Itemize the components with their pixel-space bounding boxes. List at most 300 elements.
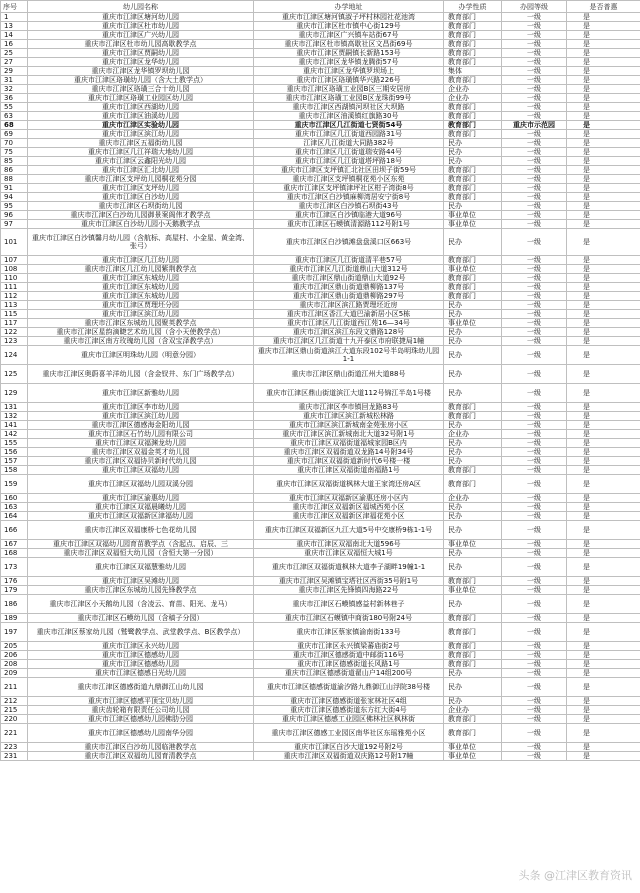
- cell-address[interactable]: 重庆市江津区支坪镇桐花苑小区东苑: [254, 175, 444, 184]
- table-row[interactable]: [1, 85, 640, 94]
- cell-name[interactable]: 重庆市江津区双福协贝新时代幼儿园: [28, 457, 254, 466]
- cell-inclusive[interactable]: 是: [567, 623, 640, 642]
- cell-inclusive[interactable]: 是: [567, 697, 640, 706]
- cell-seq[interactable]: 108: [1, 265, 28, 274]
- cell-seq[interactable]: 159: [1, 475, 28, 494]
- cell-inclusive[interactable]: 是: [567, 13, 640, 22]
- cell-name[interactable]: 重庆市江津区东城幼儿园: [28, 292, 254, 301]
- cell-seq[interactable]: 129: [1, 384, 28, 403]
- table-row[interactable]: [1, 743, 640, 752]
- table-row[interactable]: [1, 412, 640, 421]
- cell-grade[interactable]: 一级: [502, 274, 567, 283]
- cell-name[interactable]: 重庆市江津区贾理坯分园: [28, 301, 254, 310]
- cell-nature[interactable]: 事业单位: [444, 743, 502, 752]
- cell-inclusive[interactable]: 是: [567, 448, 640, 457]
- cell-grade[interactable]: 一级: [502, 103, 567, 112]
- cell-inclusive[interactable]: 是: [567, 130, 640, 139]
- cell-name[interactable]: 重庆市江津区珞璜幼儿园（含大土教学点）: [28, 76, 254, 85]
- cell-grade[interactable]: 一级: [502, 337, 567, 346]
- cell-grade[interactable]: 一级: [502, 184, 567, 193]
- cell-seq[interactable]: 164: [1, 512, 28, 521]
- cell-grade[interactable]: 一级: [502, 193, 567, 202]
- cell-grade[interactable]: 一级: [502, 283, 567, 292]
- cell-grade[interactable]: 一级: [502, 651, 567, 660]
- cell-name[interactable]: 重庆市江津区支坪幼儿园桐花苑分园: [28, 175, 254, 184]
- cell-seq[interactable]: 16: [1, 40, 28, 49]
- cell-nature[interactable]: 企业办: [444, 94, 502, 103]
- cell-inclusive[interactable]: 是: [567, 715, 640, 724]
- cell-seq[interactable]: 32: [1, 85, 28, 94]
- cell-grade[interactable]: 一级: [502, 412, 567, 421]
- cell-address[interactable]: 重庆市江津区西湖镇河坝社区大坝路: [254, 103, 444, 112]
- cell-nature[interactable]: 教育部门: [444, 724, 502, 743]
- cell-address[interactable]: 重庆市江津区白沙镇麻柳湾居安宁街8号: [254, 193, 444, 202]
- cell-name[interactable]: 重庆市江津区双福慧雅幼儿园: [28, 558, 254, 577]
- cell-name[interactable]: 重庆市江津区德感幼儿园: [28, 660, 254, 669]
- cell-nature[interactable]: 教育部门: [444, 651, 502, 660]
- cell-inclusive[interactable]: 是: [567, 49, 640, 58]
- cell-inclusive[interactable]: 是: [567, 642, 640, 651]
- cell-seq[interactable]: 189: [1, 614, 28, 623]
- table-row[interactable]: [1, 319, 640, 328]
- cell-name[interactable]: 重庆市江津区石竹幼儿园有限公司: [28, 430, 254, 439]
- cell-nature[interactable]: 教育部门: [444, 175, 502, 184]
- cell-grade[interactable]: 一级: [502, 301, 567, 310]
- cell-grade[interactable]: 一级: [502, 448, 567, 457]
- cell-seq[interactable]: 94: [1, 193, 28, 202]
- cell-nature[interactable]: 民办: [444, 503, 502, 512]
- table-row[interactable]: [1, 384, 640, 403]
- cell-seq[interactable]: 141: [1, 421, 28, 430]
- cell-nature[interactable]: 教育部门: [444, 412, 502, 421]
- cell-name[interactable]: 重庆市江津区双福幼儿园育苗教学点（含起点、启辰、三: [28, 540, 254, 549]
- cell-address[interactable]: 重庆市江津区双福街道双庆路12号附17幢: [254, 752, 444, 761]
- cell-inclusive[interactable]: 是: [567, 184, 640, 193]
- table-row[interactable]: [1, 184, 640, 193]
- cell-name[interactable]: 重庆市江津区双福幼儿园育清教学点: [28, 752, 254, 761]
- table-row[interactable]: [1, 346, 640, 365]
- cell-inclusive[interactable]: 是: [567, 229, 640, 256]
- cell-inclusive[interactable]: 是: [567, 211, 640, 220]
- cell-grade[interactable]: 一级: [502, 752, 567, 761]
- header-name[interactable]: 幼儿园名称: [28, 1, 254, 13]
- cell-seq[interactable]: 231: [1, 752, 28, 761]
- cell-nature[interactable]: 教育部门: [444, 130, 502, 139]
- cell-address[interactable]: 重庆市江津区德感街道中邮街116号: [254, 651, 444, 660]
- cell-inclusive[interactable]: 是: [567, 421, 640, 430]
- cell-name[interactable]: 重庆市江津区奥蔚喜羊洋幼儿园（含金钗井、东门广场教学点）: [28, 365, 254, 384]
- cell-seq[interactable]: 55: [1, 103, 28, 112]
- cell-address[interactable]: 重庆市江津区珞璜工业园B区三期安居房: [254, 85, 444, 94]
- cell-seq[interactable]: 131: [1, 403, 28, 412]
- cell-seq[interactable]: 197: [1, 623, 28, 642]
- cell-inclusive[interactable]: 是: [567, 494, 640, 503]
- cell-nature[interactable]: 集体: [444, 67, 502, 76]
- cell-address[interactable]: 重庆市江津区滨江新城松林路: [254, 412, 444, 421]
- table-row[interactable]: [1, 103, 640, 112]
- cell-address[interactable]: 重庆市江津区鼎山街道鼎山大道92号: [254, 274, 444, 283]
- table-row[interactable]: [1, 494, 640, 503]
- cell-seq[interactable]: 63: [1, 112, 28, 121]
- cell-grade[interactable]: 一级: [502, 521, 567, 540]
- cell-grade[interactable]: 一级: [502, 586, 567, 595]
- cell-name[interactable]: 重庆市江津区珞璜工业园区幼儿园: [28, 94, 254, 103]
- cell-inclusive[interactable]: 是: [567, 58, 640, 67]
- cell-nature[interactable]: 教育部门: [444, 283, 502, 292]
- cell-name[interactable]: 重庆市江津区东城幼儿园聚英教学点: [28, 319, 254, 328]
- cell-seq[interactable]: 69: [1, 130, 28, 139]
- cell-grade[interactable]: 一级: [502, 292, 567, 301]
- cell-nature[interactable]: 企业办: [444, 85, 502, 94]
- cell-nature[interactable]: 民办: [444, 457, 502, 466]
- cell-inclusive[interactable]: 是: [567, 220, 640, 229]
- table-row[interactable]: [1, 448, 640, 457]
- cell-seq[interactable]: 173: [1, 558, 28, 577]
- cell-seq[interactable]: 36: [1, 94, 28, 103]
- cell-address[interactable]: 重庆市江津区德感街道渝汐路九鼎御江山浮院38号楼: [254, 678, 444, 697]
- table-row[interactable]: [1, 660, 640, 669]
- cell-nature[interactable]: 民办: [444, 512, 502, 521]
- cell-seq[interactable]: 221: [1, 724, 28, 743]
- cell-seq[interactable]: 157: [1, 457, 28, 466]
- table-row[interactable]: [1, 439, 640, 448]
- cell-inclusive[interactable]: 是: [567, 512, 640, 521]
- cell-inclusive[interactable]: 是: [567, 103, 640, 112]
- cell-seq[interactable]: 70: [1, 139, 28, 148]
- cell-seq[interactable]: 215: [1, 706, 28, 715]
- table-row[interactable]: [1, 148, 640, 157]
- cell-grade[interactable]: 一级: [502, 577, 567, 586]
- cell-name[interactable]: 重庆市江津区东城幼儿园: [28, 274, 254, 283]
- cell-inclusive[interactable]: 是: [567, 384, 640, 403]
- cell-inclusive[interactable]: 是: [567, 193, 640, 202]
- cell-seq[interactable]: 125: [1, 365, 28, 384]
- cell-address[interactable]: 重庆市江津区滨江东段文鼎路128号: [254, 328, 444, 337]
- cell-nature[interactable]: 教育部门: [444, 76, 502, 85]
- cell-address[interactable]: 重庆市江津区珞璜镇华兴路226号: [254, 76, 444, 85]
- cell-inclusive[interactable]: 是: [567, 121, 640, 130]
- cell-nature[interactable]: 民办: [444, 421, 502, 430]
- cell-grade[interactable]: 一级: [502, 743, 567, 752]
- cell-inclusive[interactable]: 是: [567, 85, 640, 94]
- cell-seq[interactable]: 163: [1, 503, 28, 512]
- cell-seq[interactable]: 111: [1, 283, 28, 292]
- cell-address[interactable]: 重庆市江津区德感工业园区南华社区东瑶雅苑小区: [254, 724, 444, 743]
- cell-inclusive[interactable]: 是: [567, 706, 640, 715]
- cell-nature[interactable]: 教育部门: [444, 40, 502, 49]
- cell-grade[interactable]: 一级: [502, 328, 567, 337]
- cell-name[interactable]: 重庆市江津区广兴幼儿园: [28, 31, 254, 40]
- cell-address[interactable]: 重庆市江津区石蟆镇感益村新林巷子: [254, 595, 444, 614]
- table-row[interactable]: [1, 211, 640, 220]
- cell-address[interactable]: 重庆市江津区白沙镇滩盘盘溪口区663号: [254, 229, 444, 256]
- table-row[interactable]: [1, 310, 640, 319]
- table-row[interactable]: [1, 421, 640, 430]
- cell-name[interactable]: 重庆市江津区几江幼儿园紫荆教学点: [28, 265, 254, 274]
- cell-seq[interactable]: 85: [1, 157, 28, 166]
- cell-address[interactable]: 重庆市江津区香江大道巴渝新居小区5栋: [254, 310, 444, 319]
- cell-address[interactable]: 重庆市江津区几江街道鼎山大道312号: [254, 265, 444, 274]
- cell-name[interactable]: 重庆市江津区双福新区津福幼儿园: [28, 512, 254, 521]
- table-row[interactable]: [1, 301, 640, 310]
- cell-nature[interactable]: 教育部门: [444, 256, 502, 265]
- cell-address[interactable]: 重庆市江津区李市镇回龙路83号: [254, 403, 444, 412]
- cell-address[interactable]: 重庆市江津区支坪镇津坪社区柑子湾街8号: [254, 184, 444, 193]
- cell-seq[interactable]: 123: [1, 337, 28, 346]
- cell-seq[interactable]: 132: [1, 412, 28, 421]
- table-row[interactable]: [1, 58, 640, 67]
- cell-address[interactable]: 重庆市江津区几江街道清平巷57号: [254, 256, 444, 265]
- cell-inclusive[interactable]: 是: [567, 346, 640, 365]
- cell-inclusive[interactable]: 是: [567, 148, 640, 157]
- cell-inclusive[interactable]: 是: [567, 274, 640, 283]
- cell-address[interactable]: 重庆市江津区几江街道西园路31号: [254, 130, 444, 139]
- cell-grade[interactable]: 一级: [502, 139, 567, 148]
- cell-inclusive[interactable]: 是: [567, 521, 640, 540]
- table-row[interactable]: [1, 22, 640, 31]
- table-row[interactable]: [1, 139, 640, 148]
- cell-inclusive[interactable]: 是: [567, 614, 640, 623]
- cell-name[interactable]: 重庆市江津区小天鹅幼儿园（含凌云、育苗、阳光、龙马）: [28, 595, 254, 614]
- cell-nature[interactable]: 企业办: [444, 494, 502, 503]
- cell-address[interactable]: 重庆市江津区鼎山街道鼎柳路137号: [254, 283, 444, 292]
- cell-nature[interactable]: 民办: [444, 229, 502, 256]
- cell-grade[interactable]: 一级: [502, 439, 567, 448]
- cell-name[interactable]: 重庆市江津区支坪幼儿园: [28, 184, 254, 193]
- cell-grade[interactable]: 一级: [502, 22, 567, 31]
- cell-seq[interactable]: 107: [1, 256, 28, 265]
- header-seq[interactable]: 序号: [1, 1, 28, 13]
- table-row[interactable]: [1, 130, 640, 139]
- cell-seq[interactable]: 166: [1, 521, 28, 540]
- cell-nature[interactable]: 民办: [444, 439, 502, 448]
- cell-inclusive[interactable]: 是: [567, 94, 640, 103]
- table-row[interactable]: [1, 466, 640, 475]
- cell-inclusive[interactable]: 是: [567, 651, 640, 660]
- cell-seq[interactable]: 96: [1, 211, 28, 220]
- cell-address[interactable]: 重庆市江津区鼎山街道江州大道88号: [254, 365, 444, 384]
- table-row[interactable]: [1, 669, 640, 678]
- cell-nature[interactable]: 民办: [444, 148, 502, 157]
- table-row[interactable]: [1, 577, 640, 586]
- cell-address[interactable]: 重庆市江津区德感街道东方红大街4号: [254, 706, 444, 715]
- cell-address[interactable]: 重庆市江津区滨江新城南北大道32号附1号: [254, 430, 444, 439]
- cell-address[interactable]: 重庆市江津区鼎山街道滨江大道东段102号半岛明珠幼儿园1-1: [254, 346, 444, 365]
- header-address[interactable]: 办学地址: [254, 1, 444, 13]
- cell-inclusive[interactable]: 是: [567, 669, 640, 678]
- table-row[interactable]: [1, 724, 640, 743]
- cell-seq[interactable]: 110: [1, 274, 28, 283]
- cell-nature[interactable]: 民办: [444, 157, 502, 166]
- cell-inclusive[interactable]: 是: [567, 202, 640, 211]
- cell-nature[interactable]: 企业办: [444, 430, 502, 439]
- cell-inclusive[interactable]: 是: [567, 503, 640, 512]
- table-row[interactable]: [1, 112, 640, 121]
- cell-nature[interactable]: 民办: [444, 328, 502, 337]
- cell-nature[interactable]: 事业单位: [444, 220, 502, 229]
- cell-address[interactable]: 重庆市江津区先锋镇四海路22号: [254, 586, 444, 595]
- table-row[interactable]: [1, 586, 640, 595]
- cell-address[interactable]: 重庆市江津区白沙镇石坝街43号: [254, 202, 444, 211]
- cell-nature[interactable]: 教育部门: [444, 31, 502, 40]
- cell-nature[interactable]: 教育部门: [444, 577, 502, 586]
- cell-name[interactable]: 重庆市江津区东城幼儿园先锋教学点: [28, 586, 254, 595]
- table-row[interactable]: [1, 229, 640, 256]
- cell-nature[interactable]: 教育部门: [444, 642, 502, 651]
- cell-grade[interactable]: 一级: [502, 265, 567, 274]
- cell-inclusive[interactable]: 是: [567, 595, 640, 614]
- cell-address[interactable]: 重庆市江津区双福街道双龙路14号附34号: [254, 448, 444, 457]
- cell-seq[interactable]: 206: [1, 651, 28, 660]
- cell-nature[interactable]: 教育部门: [444, 184, 502, 193]
- cell-inclusive[interactable]: 是: [567, 157, 640, 166]
- cell-name[interactable]: 重庆市江津区新雅幼儿园: [28, 384, 254, 403]
- cell-grade[interactable]: 一级: [502, 540, 567, 549]
- cell-nature[interactable]: 民办: [444, 337, 502, 346]
- cell-name[interactable]: 重庆市江津区滨江幼儿园: [28, 412, 254, 421]
- cell-grade[interactable]: 一级: [502, 202, 567, 211]
- cell-nature[interactable]: 民办: [444, 139, 502, 148]
- cell-nature[interactable]: 教育部门: [444, 166, 502, 175]
- cell-seq[interactable]: 31: [1, 76, 28, 85]
- cell-name[interactable]: 重庆市江津区几江祥瑞大地幼儿园: [28, 148, 254, 157]
- cell-grade[interactable]: 一级: [502, 49, 567, 58]
- cell-address[interactable]: 重庆市江津区德感工业园区佛林社区枫林街: [254, 715, 444, 724]
- cell-inclusive[interactable]: 是: [567, 283, 640, 292]
- cell-name[interactable]: 重庆市江津区石坝街幼儿园: [28, 202, 254, 211]
- cell-name[interactable]: 重庆市江津区南方玫瑰幼儿园（含双宝泽教学点）: [28, 337, 254, 346]
- table-row[interactable]: [1, 623, 640, 642]
- cell-seq[interactable]: 101: [1, 229, 28, 256]
- cell-address[interactable]: 重庆市江津区双福新区福城西苑小区: [254, 503, 444, 512]
- cell-address[interactable]: 重庆市江津区德感街道张家林社区4组: [254, 697, 444, 706]
- cell-seq[interactable]: 29: [1, 67, 28, 76]
- cell-nature[interactable]: 民办: [444, 595, 502, 614]
- cell-nature[interactable]: 民办: [444, 310, 502, 319]
- cell-seq[interactable]: 158: [1, 466, 28, 475]
- cell-name[interactable]: 重庆市江津区滨江幼儿园: [28, 130, 254, 139]
- cell-grade[interactable]: 一级: [502, 148, 567, 157]
- cell-seq[interactable]: 117: [1, 319, 28, 328]
- cell-seq[interactable]: 88: [1, 175, 28, 184]
- cell-nature[interactable]: 教育部门: [444, 614, 502, 623]
- cell-seq[interactable]: 91: [1, 184, 28, 193]
- cell-name[interactable]: 重庆市江津区德感平顶宝贝幼儿园: [28, 697, 254, 706]
- table-row[interactable]: [1, 256, 640, 265]
- cell-inclusive[interactable]: 是: [567, 743, 640, 752]
- table-row[interactable]: [1, 365, 640, 384]
- cell-inclusive[interactable]: 是: [567, 328, 640, 337]
- cell-address[interactable]: 重庆市江津区蔡家镇渝南街133号: [254, 623, 444, 642]
- cell-seq[interactable]: 179: [1, 586, 28, 595]
- cell-seq[interactable]: 27: [1, 58, 28, 67]
- cell-address[interactable]: 重庆市江津区德感街道翟山户14组200号: [254, 669, 444, 678]
- cell-inclusive[interactable]: 是: [567, 457, 640, 466]
- cell-name[interactable]: 重庆市江津区德感幼儿园南华分园: [28, 724, 254, 743]
- cell-name[interactable]: 重庆市江津区杜市幼儿园: [28, 22, 254, 31]
- cell-grade[interactable]: 一级: [502, 549, 567, 558]
- table-row[interactable]: [1, 503, 640, 512]
- cell-seq[interactable]: 186: [1, 595, 28, 614]
- table-row[interactable]: [1, 403, 640, 412]
- cell-nature[interactable]: 企业办: [444, 706, 502, 715]
- cell-grade[interactable]: 一级: [502, 76, 567, 85]
- cell-seq[interactable]: 167: [1, 540, 28, 549]
- cell-seq[interactable]: 86: [1, 166, 28, 175]
- cell-grade[interactable]: 一级: [502, 112, 567, 121]
- cell-name[interactable]: 重庆市江津区德感海金阳幼儿园: [28, 421, 254, 430]
- cell-grade[interactable]: 一级: [502, 421, 567, 430]
- cell-nature[interactable]: 民办: [444, 669, 502, 678]
- cell-grade[interactable]: 一级: [502, 642, 567, 651]
- cell-grade[interactable]: 一级: [502, 166, 567, 175]
- table-row[interactable]: [1, 274, 640, 283]
- cell-nature[interactable]: 民办: [444, 448, 502, 457]
- cell-grade[interactable]: 一级: [502, 319, 567, 328]
- cell-grade[interactable]: 一级: [502, 384, 567, 403]
- cell-name[interactable]: 重庆市江津区珞璜三合十幼儿园: [28, 85, 254, 94]
- table-row[interactable]: [1, 512, 640, 521]
- cell-grade[interactable]: 一级: [502, 229, 567, 256]
- cell-name[interactable]: 重庆市江津区白沙幼儿园临港教学点: [28, 743, 254, 752]
- cell-inclusive[interactable]: 是: [567, 549, 640, 558]
- table-row[interactable]: [1, 175, 640, 184]
- table-row[interactable]: [1, 651, 640, 660]
- cell-seq[interactable]: 124: [1, 346, 28, 365]
- cell-name[interactable]: 重庆市江津区双福恒大幼儿园（含恒大第一分园）: [28, 549, 254, 558]
- cell-address[interactable]: 重庆市江津区几江街道七贤街54号: [254, 121, 444, 130]
- cell-seq[interactable]: 220: [1, 715, 28, 724]
- header-grade[interactable]: 办园等级: [502, 1, 567, 13]
- cell-address[interactable]: 重庆市江津区双福街道福城家园B区内: [254, 439, 444, 448]
- cell-nature[interactable]: 民办: [444, 697, 502, 706]
- table-row[interactable]: [1, 292, 640, 301]
- cell-grade[interactable]: 一级: [502, 58, 567, 67]
- cell-address[interactable]: 重庆市江津区杜市镇高歇社区文昌街69号: [254, 40, 444, 49]
- cell-inclusive[interactable]: 是: [567, 139, 640, 148]
- cell-seq[interactable]: 209: [1, 669, 28, 678]
- cell-nature[interactable]: 教育部门: [444, 292, 502, 301]
- cell-nature[interactable]: 教育部门: [444, 715, 502, 724]
- cell-grade[interactable]: 一级: [502, 211, 567, 220]
- cell-nature[interactable]: 教育部门: [444, 193, 502, 202]
- cell-inclusive[interactable]: 是: [567, 265, 640, 274]
- cell-seq[interactable]: 176: [1, 577, 28, 586]
- cell-inclusive[interactable]: 是: [567, 319, 640, 328]
- cell-nature[interactable]: 民办: [444, 202, 502, 211]
- cell-name[interactable]: 重庆市江津区双福康桥七色花幼儿园: [28, 521, 254, 540]
- cell-grade[interactable]: 一级: [502, 724, 567, 743]
- table-row[interactable]: [1, 202, 640, 211]
- cell-nature[interactable]: 民办: [444, 521, 502, 540]
- cell-grade[interactable]: 一级: [502, 715, 567, 724]
- cell-name[interactable]: 重庆市江津区白沙幼儿园小天鹅教学点: [28, 220, 254, 229]
- header-nature[interactable]: 办学性质: [444, 1, 502, 13]
- cell-inclusive[interactable]: 是: [567, 365, 640, 384]
- cell-nature[interactable]: 民办: [444, 365, 502, 384]
- cell-address[interactable]: 重庆市江津区龙华镇罗坝场上: [254, 67, 444, 76]
- cell-inclusive[interactable]: 是: [567, 337, 640, 346]
- cell-address[interactable]: 重庆市江津区双福恒大城1号: [254, 549, 444, 558]
- cell-name[interactable]: 重庆市江津区几江幼儿园: [28, 256, 254, 265]
- cell-nature[interactable]: 教育部门: [444, 623, 502, 642]
- cell-grade[interactable]: 一级: [502, 256, 567, 265]
- cell-name[interactable]: 重庆市江津区蔡家幼儿园（鹫鹭教学点、武堂教学点、B区教学点）: [28, 623, 254, 642]
- cell-name[interactable]: 重庆市江津区双福晨曦幼儿园: [28, 503, 254, 512]
- cell-name[interactable]: 重庆市江津区西湖幼儿园: [28, 103, 254, 112]
- cell-seq[interactable]: 97: [1, 220, 28, 229]
- table-row[interactable]: [1, 328, 640, 337]
